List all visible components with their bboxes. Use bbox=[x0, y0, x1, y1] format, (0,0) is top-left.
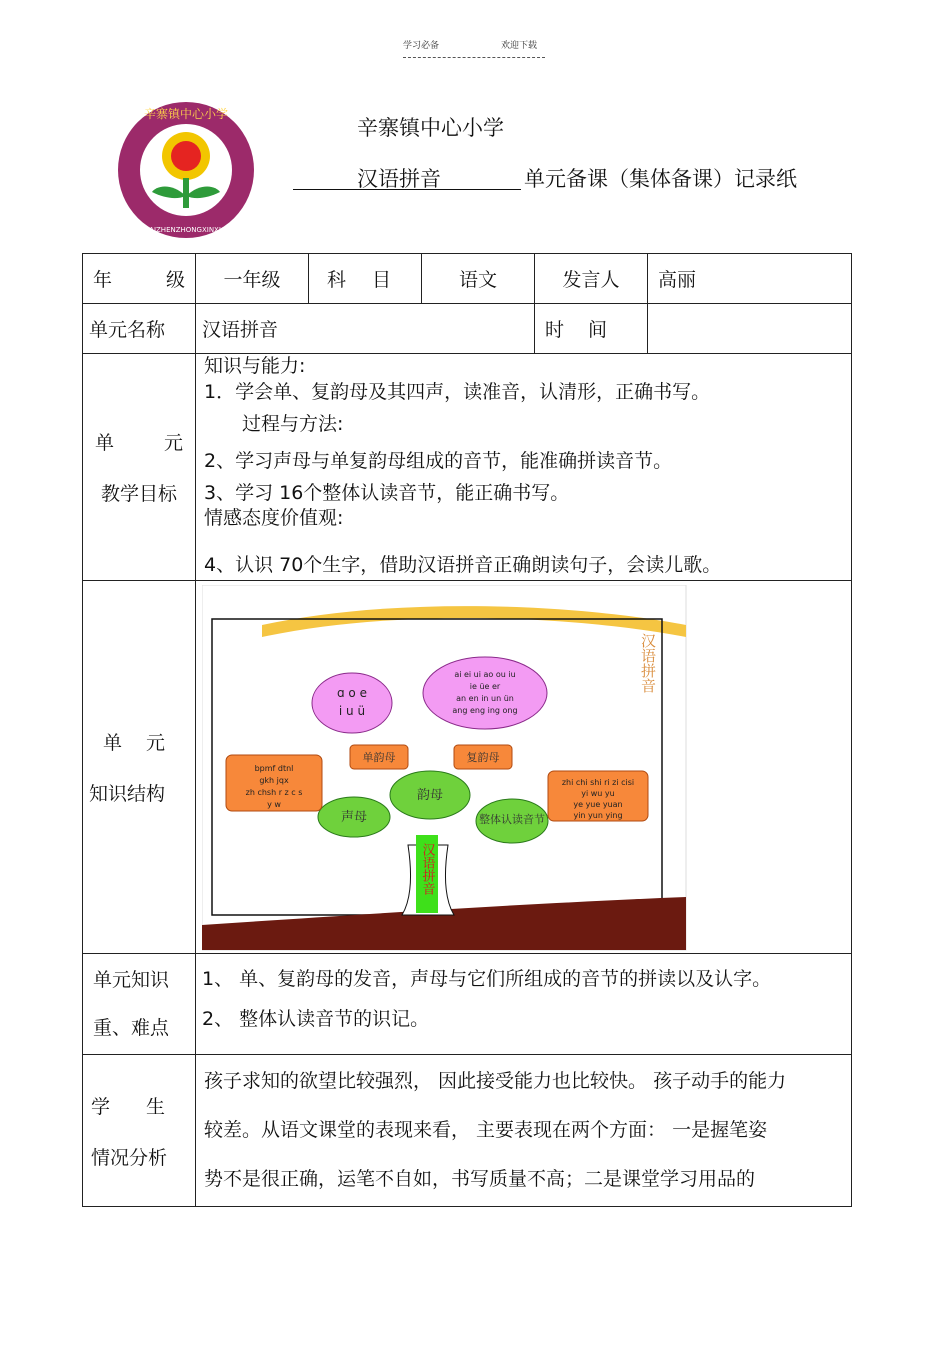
trunk-label: 汉语拼音 bbox=[419, 843, 435, 895]
structure-cell bbox=[196, 581, 852, 954]
root-node: 韵母 bbox=[416, 788, 444, 803]
initials-1: bpmf dtnl bbox=[254, 764, 294, 773]
goals-content: 知识与能力: 1．学会单、复韵母及其四声，读准音，认清形，正确书写。 过程与方法: 2、学习声母与单复韵母组成的音节，能准确拼读音节。 3、学习 16个整体认读音节，能正确书写。 情感态度价值观: 4、认识 70个生字，借助汉语拼音正确朗读句子，会读儿歌。 bbox=[196, 354, 852, 581]
record-title: 单元备课（集体备课）记录纸 bbox=[524, 167, 797, 191]
header-right: 欢迎下载 bbox=[501, 41, 538, 51]
table-row bbox=[83, 254, 852, 304]
knowledge-structure-diagram bbox=[202, 585, 692, 953]
subject-value: 语文 bbox=[422, 254, 535, 304]
danyunmu-label: 单韵母 bbox=[362, 751, 396, 764]
keypoints-content bbox=[196, 954, 852, 1055]
initials-3: zh chsh r z c s bbox=[245, 788, 303, 797]
logo-ring-pinyin: XINZHAIZHENZHONGXINXIAOXUE bbox=[127, 226, 245, 234]
students-label: 学 生 情况分析 bbox=[83, 1055, 196, 1207]
goals-label: 单 元 教学目标 bbox=[83, 354, 196, 581]
initials-2: gkh jqx bbox=[259, 776, 289, 785]
list-item: 2、 整体认读音节的识记。 bbox=[202, 1008, 430, 1030]
logo-ring-text: 辛寨镇中心小学 bbox=[143, 107, 229, 121]
initials-4: y w bbox=[267, 800, 281, 809]
whole-2: yi wu yu bbox=[581, 789, 615, 798]
table-row bbox=[83, 354, 852, 581]
lesson-plan-table bbox=[82, 253, 852, 1207]
fuyunmu-label: 复韵母 bbox=[466, 751, 500, 764]
compound-2: ie üe er bbox=[469, 682, 501, 691]
speaker-label: 发言人 bbox=[535, 254, 648, 304]
whole-4: yin yun ying bbox=[573, 811, 623, 820]
school-logo bbox=[116, 100, 256, 240]
time-label: 时 间 bbox=[535, 304, 648, 354]
whole-3: ye yue yuan bbox=[573, 800, 623, 809]
table-row bbox=[83, 304, 852, 354]
table-row bbox=[83, 581, 852, 954]
single-vowels-2: i u ü bbox=[338, 704, 366, 718]
table-row bbox=[83, 1055, 852, 1207]
list-item: 1、 单、复韵母的发音，声母与它们所组成的音节的拼读以及认字。 bbox=[202, 968, 772, 990]
zhengti-node: 整体认读音节 bbox=[479, 813, 545, 826]
page-header bbox=[403, 38, 545, 58]
grade-label: 年 级 bbox=[83, 254, 196, 304]
grade-value: 一年级 bbox=[196, 254, 309, 304]
subject-fill: 汉语拼音 bbox=[357, 167, 441, 191]
students-content: 孩子求知的欲望比较强烈， 因此接受能力也比较快。 孩子动手的能力 较差。从语文课堂的表现来看， 主要表现在两个方面： 一是握笔姿 势不是很正确，运笔不自如，书写质量不高；二是课堂学习用品的 bbox=[196, 1055, 852, 1207]
table-row bbox=[83, 954, 852, 1055]
header-left: 学习必备 bbox=[403, 41, 440, 51]
speaker-value: 高丽 bbox=[648, 254, 852, 304]
structure-label: 单 元 知识结构 bbox=[83, 581, 196, 954]
shengmu-node: 声母 bbox=[340, 810, 368, 825]
school-name: 辛寨镇中心小学 bbox=[357, 116, 504, 140]
compound-4: ang eng ing ong bbox=[452, 706, 518, 715]
compound-1: ai ei ui ao ou iu bbox=[454, 670, 516, 679]
keypoints-label: 单元知识 重、难点 bbox=[83, 954, 196, 1055]
unit-label: 单元名称 bbox=[83, 304, 196, 354]
subject-label: 科 目 bbox=[309, 254, 422, 304]
subject-fill-line bbox=[293, 163, 521, 190]
time-value bbox=[648, 304, 852, 354]
single-vowels-1: ɑ o e bbox=[337, 686, 367, 700]
compound-3: an en in un ün bbox=[456, 694, 514, 703]
unit-value: 汉语拼音 bbox=[196, 304, 535, 354]
whole-1: zhi chi shi ri zi cisi bbox=[561, 778, 635, 787]
diagram-side-title: 汉语拼音 bbox=[639, 633, 657, 693]
